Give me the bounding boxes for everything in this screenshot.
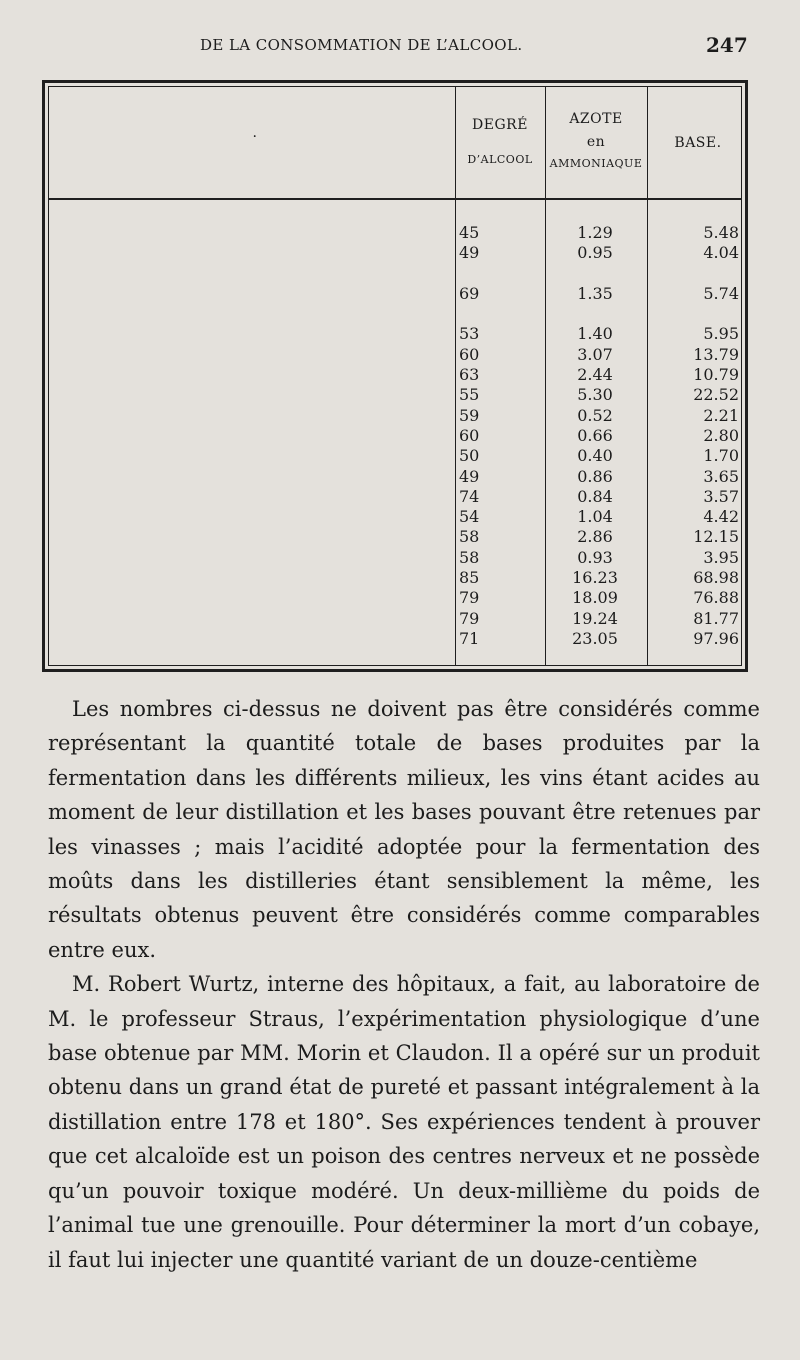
degree-cell: 79 — [459, 588, 480, 608]
degree-cell: 63 — [459, 365, 480, 385]
base-cell: 5.95 — [703, 324, 739, 344]
base-cell: 2.21 — [703, 405, 739, 425]
base-cell: 13.79 — [693, 344, 739, 364]
nitrogen-cell: 0.95 — [577, 243, 613, 263]
header-separator — [49, 198, 741, 200]
header-base: BASE. — [674, 135, 722, 151]
table-row — [49, 406, 749, 426]
degree-cell: 71 — [459, 628, 480, 648]
paragraph: Les nombres ci-dessus ne doivent pas être considérés comme représentant la quantité totale de bases produites par la fermentation dans les différents milieux, les vins étant acides au moment de leur distillation et les bases pouvant être retenues par les vinasses ; mais l’acidité adoptée pour la fermentation des moûts dans les distilleries étant sensiblement la même, les résultats obtenus peuvent être considérés comme comparables entre eux. — [48, 697, 760, 962]
table-row — [49, 467, 749, 487]
header-nitrogen-en: en — [586, 134, 606, 150]
base-cell: 3.95 — [703, 547, 739, 567]
table-row — [49, 568, 749, 588]
table-row — [49, 345, 749, 365]
degree-cell: 58 — [459, 547, 480, 567]
nitrogen-cell: 1.40 — [577, 324, 613, 344]
base-cell: 10.79 — [693, 365, 739, 385]
table-row — [49, 629, 749, 649]
table-row — [49, 426, 749, 446]
paragraph: M. Robert Wurtz, interne des hôpitaux, a fait, au laboratoire de M. le professeur Straus, l’expérimentation physiologique d’une base obtenue par MM. Morin et Claudon. Il a opéré sur un produit obtenu dans un grand état de pureté et passant intégralement à la distillation entre 178 et 180°. Ses expériences tendent à prouver que cet alcaloïde est un poison des centres nerveux et ne possède qu’un pouvoir toxique modéré. Un deux-millième du poids de l’animal tue une grenouille. Pour déterminer la mort d’un cobaye, il faut lui injecter une quantité variant de un douze-centième — [48, 972, 760, 1272]
nitrogen-cell: 0.40 — [577, 446, 613, 466]
degree-cell: 74 — [459, 486, 480, 506]
nitrogen-cell: 1.04 — [577, 507, 613, 527]
base-cell: 3.57 — [703, 486, 739, 506]
degree-cell: 50 — [459, 446, 480, 466]
base-cell: 22.52 — [693, 385, 739, 405]
nitrogen-cell: 0.52 — [577, 405, 613, 425]
table-row — [49, 385, 749, 405]
base-cell: 4.04 — [703, 243, 739, 263]
table-row — [49, 446, 749, 466]
table-row — [49, 324, 749, 344]
nitrogen-cell: 19.24 — [572, 608, 618, 628]
base-cell: 2.80 — [703, 425, 739, 445]
table-row — [49, 284, 749, 304]
nitrogen-cell: 0.84 — [577, 486, 613, 506]
degree-cell: 60 — [459, 344, 480, 364]
body-text — [48, 692, 760, 1277]
degree-cell: 60 — [459, 425, 480, 445]
nitrogen-cell: 3.07 — [577, 344, 613, 364]
base-cell: 12.15 — [693, 527, 739, 547]
table-row — [49, 243, 749, 263]
base-cell: 97.96 — [693, 628, 739, 648]
header-nitrogen: AZOTE — [569, 111, 623, 127]
degree-cell: 55 — [459, 385, 480, 405]
base-cell: 81.77 — [693, 608, 739, 628]
degree-cell: 45 — [459, 223, 480, 242]
base-cell: 5.74 — [703, 283, 739, 303]
data-table-inner — [48, 86, 742, 666]
degree-cell: 79 — [459, 608, 480, 628]
nitrogen-cell: 2.86 — [577, 527, 613, 547]
header-degree-sub: D’ALCOOL — [467, 153, 533, 166]
degree-cell: 69 — [459, 283, 480, 303]
nitrogen-cell: 16.23 — [572, 568, 618, 588]
table-row — [49, 304, 749, 324]
table-row — [49, 588, 749, 608]
nitrogen-cell: 0.86 — [577, 466, 613, 486]
nitrogen-cell: 5.30 — [577, 385, 613, 405]
base-cell: 4.42 — [703, 507, 739, 527]
nitrogen-cell: 18.09 — [572, 588, 618, 608]
base-cell: 68.98 — [693, 568, 739, 588]
data-table — [42, 80, 748, 672]
nitrogen-cell: 0.66 — [577, 425, 613, 445]
nitrogen-cell: 2.44 — [577, 365, 613, 385]
base-cell: 76.88 — [693, 588, 739, 608]
nitrogen-cell: 1.35 — [577, 283, 613, 303]
degree-cell: 49 — [459, 466, 480, 486]
degree-cell: 85 — [459, 568, 480, 588]
base-cell: 1.70 — [703, 446, 739, 466]
nitrogen-cell: 1.29 — [577, 223, 613, 242]
page-number: 247 — [706, 33, 748, 57]
table-row — [49, 507, 749, 527]
table-row — [49, 609, 749, 629]
header-nitrogen-sub: AMMONIAQUE — [549, 157, 643, 170]
degree-cell: 53 — [459, 324, 480, 344]
table-row — [49, 223, 749, 243]
degree-cell: 54 — [459, 507, 480, 527]
table-row — [49, 264, 749, 284]
table-row — [49, 527, 749, 547]
degree-cell: 49 — [459, 243, 480, 263]
nitrogen-cell: 0.93 — [577, 547, 613, 567]
table-body — [49, 223, 749, 649]
base-cell: 5.48 — [703, 223, 739, 242]
degree-cell: 58 — [459, 527, 480, 547]
table-row — [49, 548, 749, 568]
degree-cell: 59 — [459, 405, 480, 425]
nitrogen-cell: 23.05 — [572, 628, 618, 648]
header-degree: DEGRÉ — [472, 117, 528, 133]
table-row — [49, 487, 749, 507]
base-cell: 3.65 — [703, 466, 739, 486]
header-label-column: . — [252, 125, 258, 141]
running-head: DE LA CONSOMMATION DE L’ALCOOL. — [200, 36, 523, 54]
table-row — [49, 365, 749, 385]
